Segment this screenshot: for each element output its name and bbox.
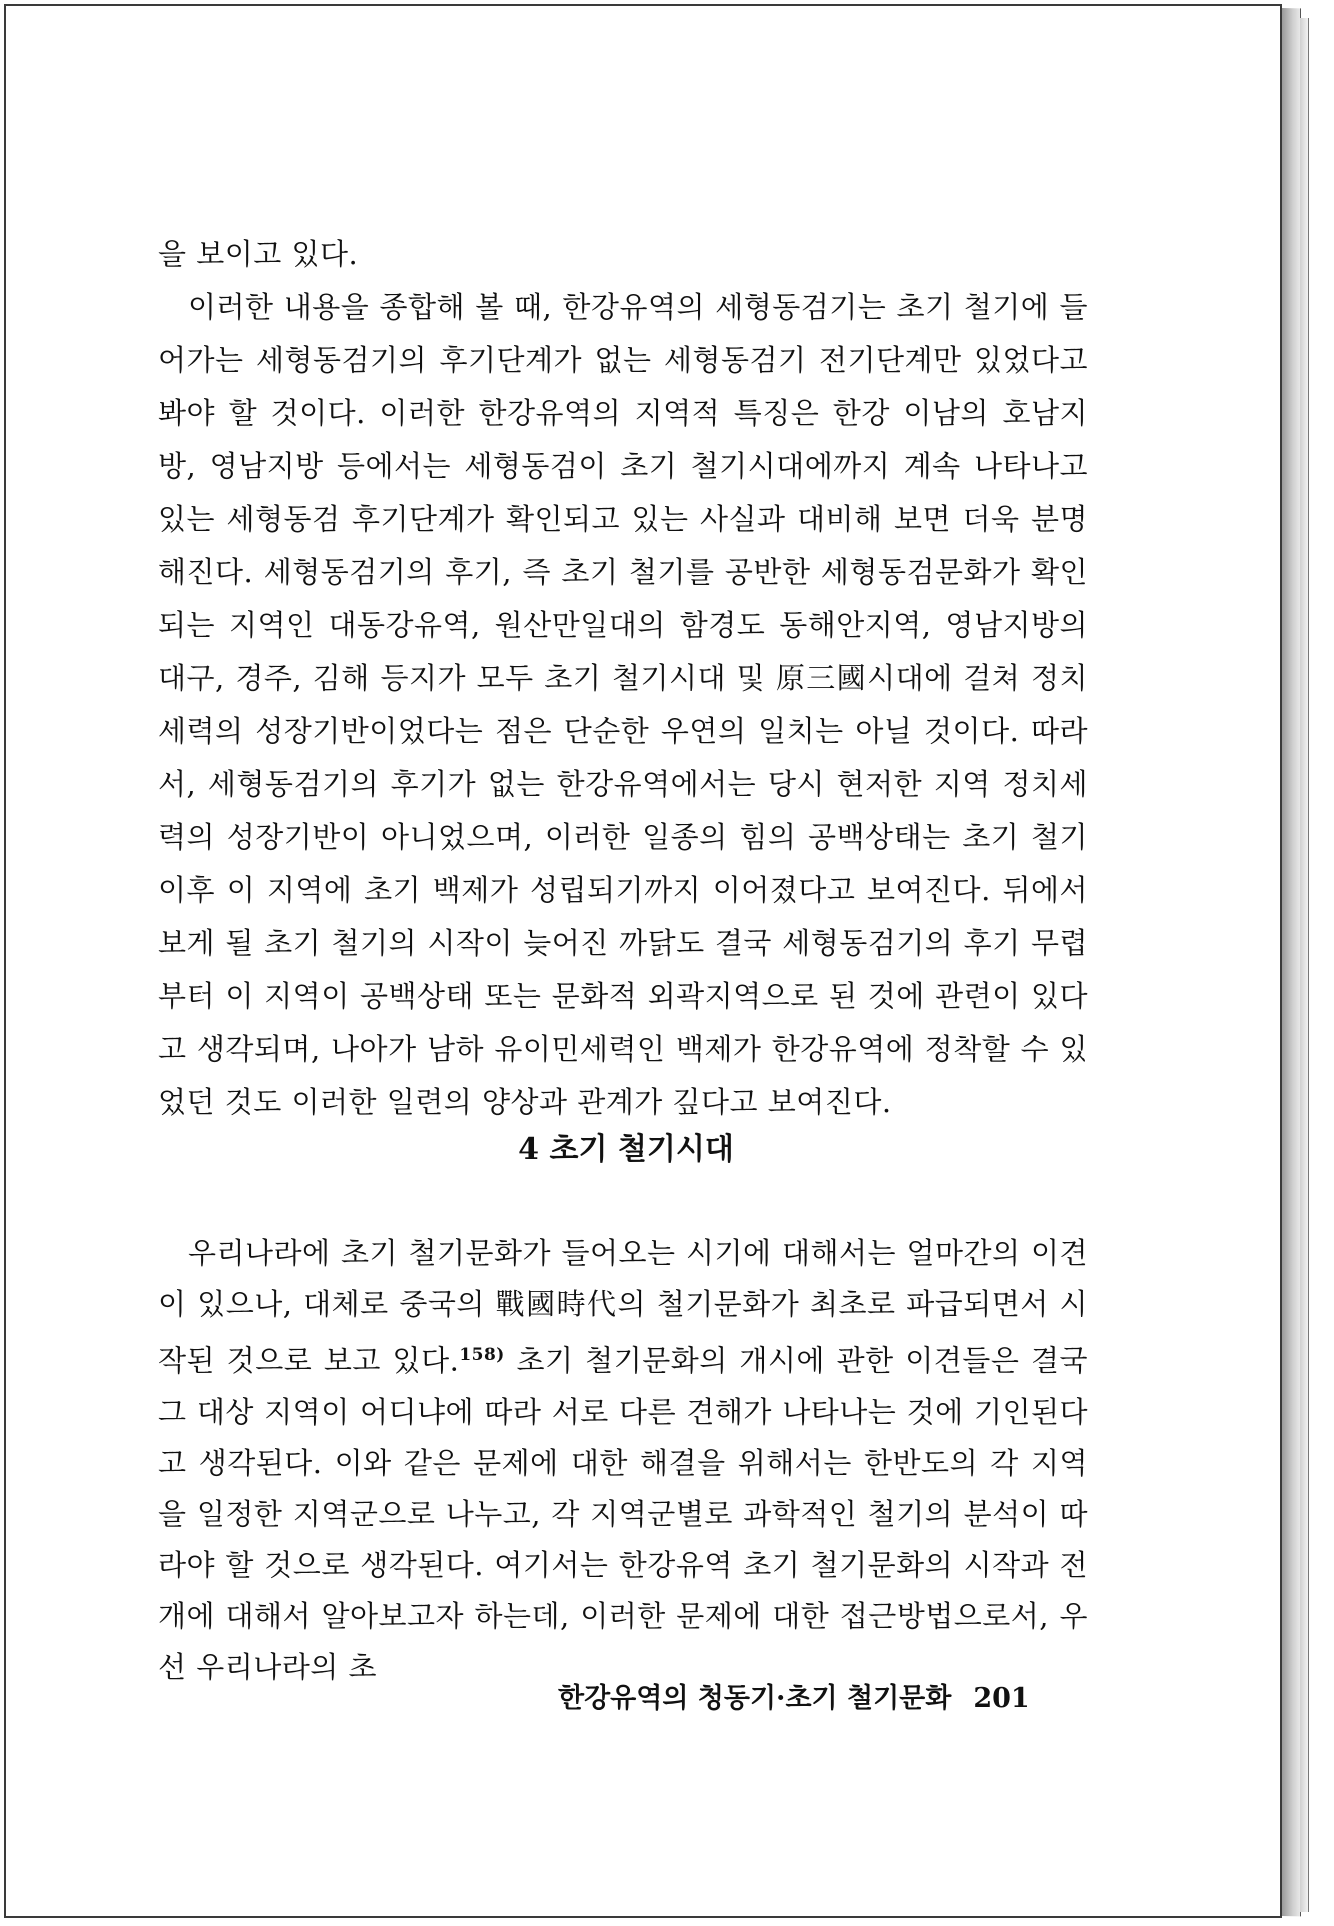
paragraph-1-body: 이러한 내용을 종합해 볼 때, 한강유역의 세형동검기는 초기 철기에 들어가는 세형동검기의 후기단계가 없는 세형동검기 전기단계만 있었다고 봐야 할 것이다. 이러한 한강유역의 지역적 특징은 한강 이남의 호남지방, 영남지방 등에서는 세형동검이 초기 철기시대에까지 계속 나타나고 있는 세형동검 후기단계가 확인되고 있는 사실과 대비해 보면 더욱 분명해진다. 세형동검기의 후기, 즉 초기 철기를 공반한 세형동검문화가 확인되는 지역인 대동강유역, 원산만일대의 함경도 동해안지역, 영남지방의 대구, 경주, 김해 등지가 모두 초기 철기시대 및 原三國시대에 걸쳐 정치세력의 성장기반이었다는 점은 단순한 우연의 일치는 아닐 것이다. 따라서, 세형동검기의 후기가 없는 한강유역에서는 당시 현저한 지역 정치세력의 성장기반이 아니었으며, 이러한 일종의 힘의 공백상태는 초기 철기 이후 이 지역에 초기 백제가 성립되기까지 이어졌다고 보여진다. 뒤에서 보게 될 초기 철기의 시작이 늦어진 까닭도 결국 세형동검기의 후기 무렵부터 이 지역이 공백상태 또는 문화적 외곽지역으로 된 것에 관련이 있다고 생각되며, 나아가 남하 유이민세력인 백제가 한강유역에 정착할 수 있었던 것도 이러한 일련의 양상과 관계가 깊다고 보여진다. bbox=[158, 290, 1088, 1119]
footnote-reference: 158) bbox=[459, 1345, 505, 1365]
page-edge-shadow bbox=[1282, 8, 1301, 1916]
paragraph-2-part-b: 초기 철기문화의 개시에 관한 이견들은 결국 그 대상 지역이 어디냐에 따라 서로 다른 견해가 나타나는 것에 기인된다고 생각된다. 이와 같은 문제에 대한 해결을 위해서는 한반도의 각 지역을 일정한 지역군으로 나누고, 각 지역군별로 과학적인 철기의 분석이 따라야 할 것으로 생각된다. 여기서는 한강유역 초기 철기문화의 시작과 전개에 대해서 알아보고자 하는데, 이러한 문제에 대한 접근방법으로서, 우선 우리나라의 초 bbox=[158, 1343, 1089, 1684]
running-footer bbox=[558, 1676, 1030, 1715]
running-title: 한강유역의 청동기·초기 철기문화 bbox=[558, 1683, 952, 1714]
paragraph-2-text bbox=[158, 1228, 1088, 1693]
page-number: 201 bbox=[973, 1683, 1030, 1714]
paragraph-1-opening: 을 보이고 있다. bbox=[158, 237, 359, 271]
section-heading: 4 초기 철기시대 bbox=[518, 1132, 734, 1167]
page-edge-highlight bbox=[1300, 18, 1309, 1912]
paragraph-1 bbox=[158, 228, 1088, 1129]
paragraph-2 bbox=[158, 1228, 1088, 1693]
paragraph-2-part-a: 우리나라에 초기 철기문화가 들어오는 시기에 대해서는 얼마간의 이견이 있으나, 대체로 중국의 戰國時代의 철기문화가 최초로 파급되면서 시작된 것으로 보고 있다. bbox=[158, 1236, 1088, 1378]
book-page bbox=[4, 4, 1282, 1918]
